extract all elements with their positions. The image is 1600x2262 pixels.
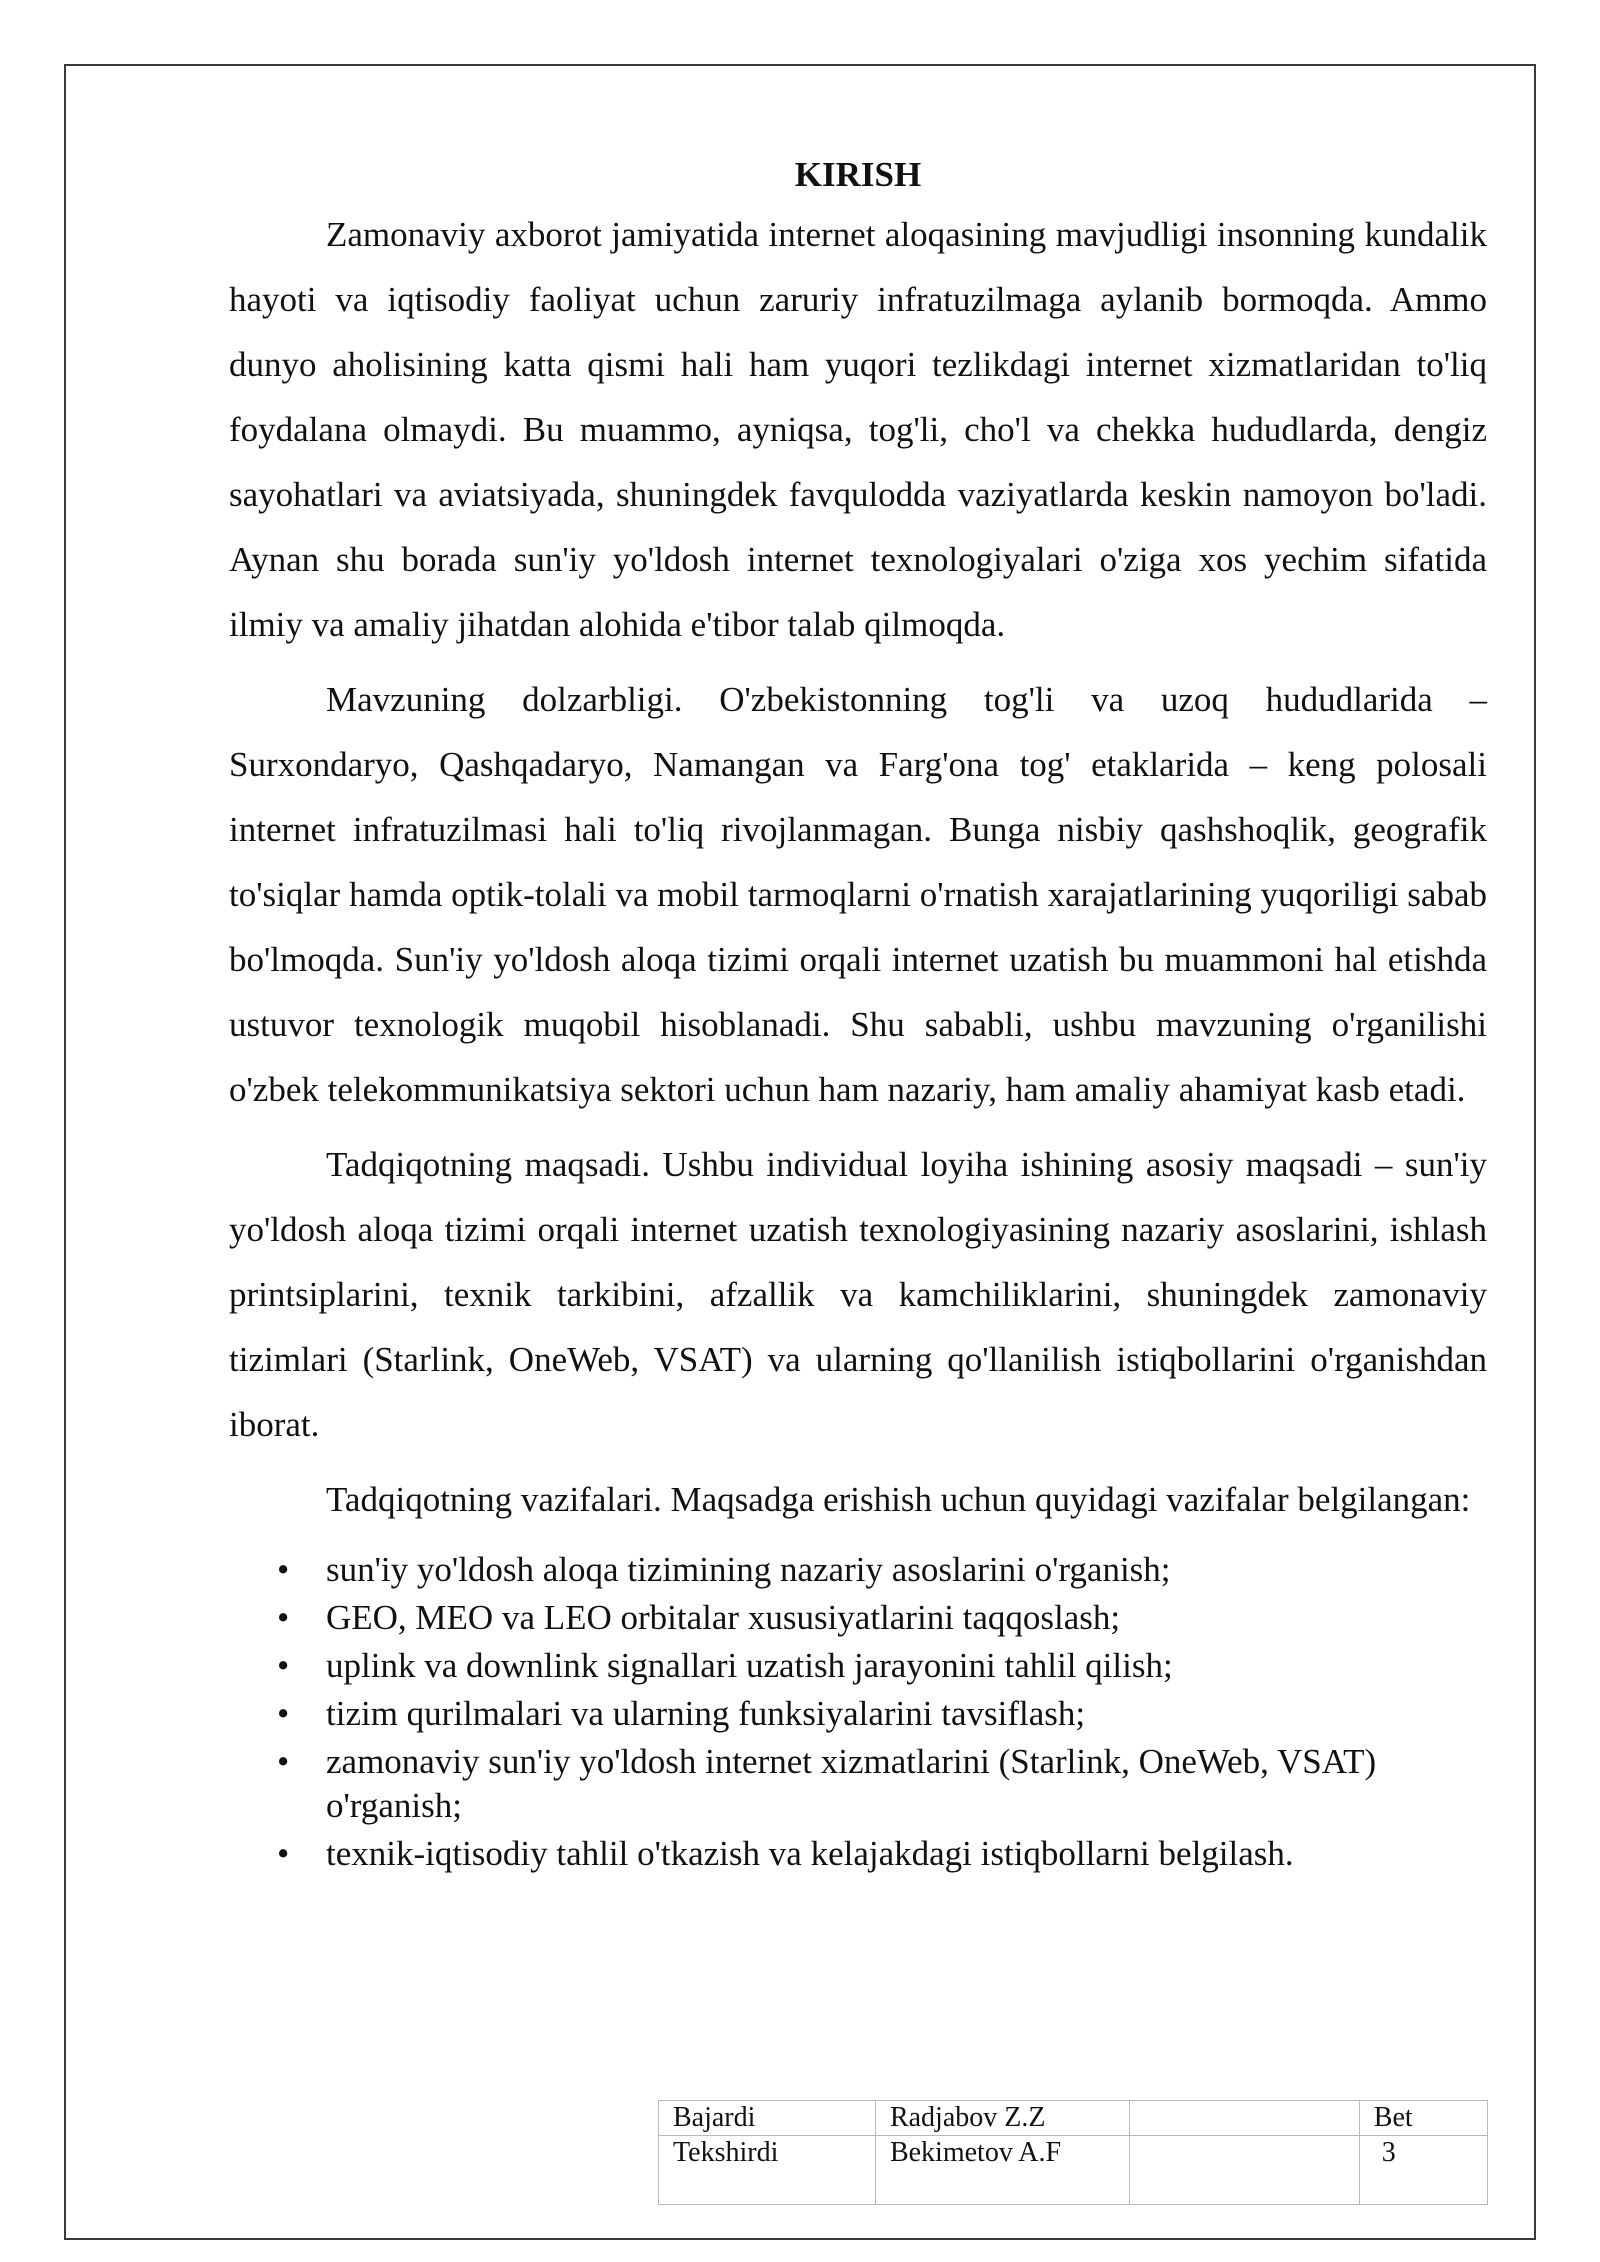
list-item-text: texnik-iqtisodiy tahlil o'tkazish va kelajakdagi istiqbollarni belgilash.: [326, 1834, 1294, 1873]
checked-name: Bekimetov A.F: [875, 2136, 1129, 2205]
list-item: [229, 1596, 1487, 1640]
performed-name: Radjabov Z.Z: [875, 2101, 1129, 2136]
bullet-icon: •: [277, 1694, 290, 1733]
section-title: KIRISH: [794, 155, 922, 194]
bullet-icon: •: [277, 1646, 290, 1685]
list-item-text: uplink va downlink signallari uzatish jarayonini tahlil qilish;: [326, 1646, 1173, 1685]
relevance-paragraph: Mavzuning dolzarbligi. O'zbekistonning tog'li va uzoq hududlarida – Surxondaryo, Qashqadaryo, Namangan va Farg'ona tog' etaklarida – keng polosali internet infratuzilmasi hali to'liq rivojlanmagan. Bunga nisbiy qashshoqlik, geografik to'siqlar hamda optik-tolali va mobil tarmoqlarni o'rnatish xarajatlarining yuqoriligi sabab bo'lmoqda. Sun'iy yo'ldosh aloqa tizimi orqali internet uzatish bu muammoni hal etishda ustuvor texnologik muqobil hisoblanadi. Shu sababli, ushbu mavzuning o'rganilishi o'zbek telekommunikatsiya sektori uchun ham nazariy, ham amaliy ahamiyat kasb etadi.: [229, 680, 1487, 1109]
table-row: [659, 2101, 1488, 2136]
task-list: [229, 1548, 1487, 1876]
page-label: Bet: [1359, 2101, 1487, 2136]
empty-cell: [1130, 2136, 1360, 2205]
table-row: [659, 2136, 1488, 2205]
list-item: [229, 1548, 1487, 1592]
list-item-text: zamonaviy sun'iy yo'ldosh internet xizmatlarini (Starlink, OneWeb, VSAT) o'rganish;: [326, 1742, 1377, 1825]
document-body: [229, 150, 1487, 1880]
bullet-icon: •: [277, 1550, 290, 1589]
list-item: [229, 1740, 1487, 1828]
page-number: 3: [1359, 2136, 1487, 2205]
checked-label: Tekshirdi: [659, 2136, 876, 2205]
list-item: [229, 1644, 1487, 1688]
list-item-text: tizim qurilmalari va ularning funksiyalarini tavsiflash;: [326, 1694, 1086, 1733]
list-item: [229, 1692, 1487, 1736]
signature-table: [658, 2100, 1488, 2205]
bullet-icon: •: [277, 1598, 290, 1637]
goal-paragraph: Tadqiqotning maqsadi. Ushbu individual loyiha ishining asosiy maqsadi – sun'iy yo'ldosh aloqa tizimi orqali internet uzatish texnologiyasining nazariy asoslarini, ishlash printsiplarini, texnik tarkibini, afzallik va kamchiliklarini, shuningdek zamonaviy tizimlari (Starlink, OneWeb, VSAT) va ularning qo'llanilish istiqbollarini o'rganishdan iborat.: [229, 1145, 1487, 1444]
list-item-text: GEO, MEO va LEO orbitalar xususiyatlarini taqqoslash;: [326, 1598, 1121, 1637]
bullet-icon: •: [277, 1834, 290, 1873]
list-item-text: sun'iy yo'ldosh aloqa tizimining nazariy asoslarini o'rganish;: [326, 1550, 1171, 1589]
tasks-intro-paragraph: Tadqiqotning vazifalari. Maqsadga erishish uchun quyidagi vazifalar belgilangan:: [326, 1480, 1471, 1519]
intro-paragraph: Zamonaviy axborot jamiyatida internet aloqasining mavjudligi insonning kundalik hayoti va iqtisodiy faoliyat uchun zaruriy infratuzilmaga aylanib bormoqda. Ammo dunyo aholisining katta qismi hali ham yuqori tezlikdagi internet xizmatlaridan to'liq foydalana olmaydi. Bu muammo, ayniqsa, tog'li, cho'l va chekka hududlarda, dengiz sayohatlari va aviatsiyada, shuningdek favqulodda vaziyatlarda keskin namoyon bo'ladi. Aynan shu borada sun'iy yo'ldosh internet texnologiyalari o'ziga xos yechim sifatida ilmiy va amaliy jihatdan alohida e'tibor talab qilmoqda.: [229, 215, 1487, 644]
empty-cell: [1130, 2101, 1360, 2136]
bullet-icon: •: [277, 1742, 290, 1781]
performed-label: Bajardi: [659, 2101, 876, 2136]
list-item: [229, 1832, 1487, 1876]
